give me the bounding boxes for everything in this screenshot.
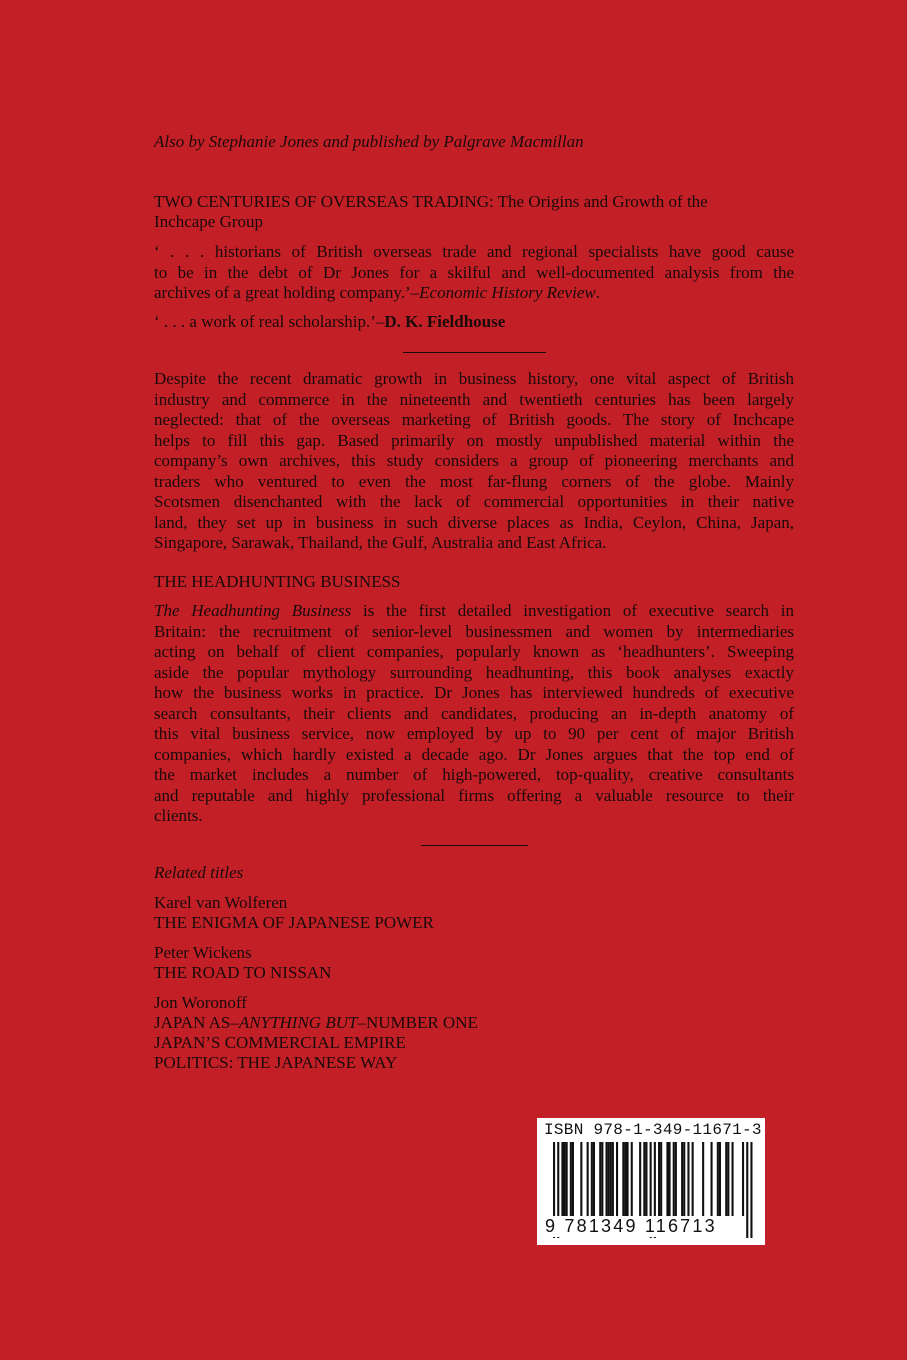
barcode-bar <box>687 1142 689 1216</box>
barcode-bar <box>593 1142 595 1216</box>
barcode-bar <box>645 1142 647 1216</box>
barcode-bar <box>622 1142 624 1216</box>
also-by-line: Also by Stephanie Jones and published by Palgrave Macmillan <box>154 132 584 151</box>
barcode-bar <box>746 1142 748 1238</box>
barcode-bar <box>570 1142 572 1216</box>
title-part: JAPAN AS– <box>154 1013 239 1032</box>
quote-line: ‘ . . . historians of British overseas trade and regional specialists have good cause <box>154 242 794 261</box>
barcode-bar <box>631 1142 633 1216</box>
related-author: Karel van Wolferen <box>154 893 288 912</box>
barcode-bar <box>675 1142 677 1216</box>
barcode-bar <box>639 1142 641 1216</box>
barcode-bar <box>606 1142 608 1216</box>
description-line: Singapore, Sarawak, Thailand, the Gulf, Australia and East Africa. <box>154 533 607 552</box>
description-line: and reputable and highly professional firms offering a valuable resource to their <box>154 785 794 805</box>
quote-text: archives of a great holding company.’– <box>154 283 420 302</box>
barcode-bar <box>673 1142 675 1216</box>
barcode-bar <box>725 1142 727 1216</box>
quote-end: . <box>595 283 600 302</box>
barcode-bar <box>610 1142 612 1216</box>
barcode-bar <box>616 1142 618 1216</box>
title-part: –NUMBER ONE <box>357 1013 478 1032</box>
barcode-bar <box>666 1142 668 1216</box>
barcode-bar <box>669 1142 671 1216</box>
barcode-bar <box>681 1142 683 1216</box>
barcode-bar <box>561 1142 563 1216</box>
quote-line: to be in the debt of Dr Jones for a skilful and well-documented analysis from the <box>154 262 794 282</box>
description-line: this vital business service, now employed by up to 90 per cent of major British <box>154 724 794 743</box>
quote2-text: ‘ . . . a work of real scholarship.’– <box>154 312 385 331</box>
book2-title-italic: The Headhunting Business <box>154 601 352 620</box>
description-line: aside the popular mythology surrounding headhunting, this book analyses exactly <box>154 662 794 682</box>
related-title: POLITICS: THE JAPANESE WAY <box>154 1053 398 1072</box>
description-line: industry and commerce in the nineteenth and twentieth centuries has been largely <box>154 389 794 409</box>
book1-title-line2: Inchcape Group <box>154 212 264 231</box>
section-divider <box>403 352 546 353</box>
section-divider <box>421 845 528 846</box>
barcode-bar <box>750 1142 752 1238</box>
barcode-bar <box>612 1142 614 1216</box>
barcode-bar <box>627 1142 629 1216</box>
quote-source: Economic History Review <box>419 283 596 302</box>
book2-description <box>154 601 794 827</box>
description-line <box>154 601 794 622</box>
related-author: Jon Woronoff <box>154 993 247 1012</box>
related-titles-heading: Related titles <box>154 863 244 882</box>
barcode-bar <box>591 1142 593 1216</box>
description-line: traders who ventured to even the most far-flung corners of the globe. Mainly <box>154 471 794 491</box>
barcode-bar <box>732 1142 734 1216</box>
barcode-bar <box>572 1142 574 1216</box>
description-line: acting on behalf of client companies, popularly known as ‘headhunters’. Sweeping <box>154 642 794 661</box>
barcode-bar <box>742 1142 744 1216</box>
description-line: search consultants, their clients and candidates, producing an in-depth anatomy of <box>154 703 794 723</box>
book1-review-quote2 <box>154 312 505 333</box>
barcode-bar <box>643 1142 645 1216</box>
description-line: neglected: that of the overseas marketing of British goods. The story of Inchcape <box>154 410 794 429</box>
description-line: land, they set up in business in such diverse places as India, Ceylon, China, Japan, <box>154 512 794 532</box>
quote-line <box>154 283 794 304</box>
isbn-barcode <box>537 1118 765 1245</box>
description-line: companies, which hardly existed a decade ago. Dr Jones argues that the top end of <box>154 744 794 764</box>
barcode-bar <box>660 1142 662 1216</box>
description-line: Despite the recent dramatic growth in business history, one vital aspect of British <box>154 369 794 388</box>
related-title <box>154 1013 478 1034</box>
description-line: helps to fill this gap. Based primarily on mostly unpublished material within the <box>154 430 794 450</box>
barcode-bar <box>624 1142 626 1216</box>
description-line: Britain: the recruitment of senior-level businessmen and women by intermediaries <box>154 621 794 641</box>
book1-description <box>154 369 794 554</box>
barcode-bar <box>692 1142 694 1216</box>
barcode-bar <box>727 1142 729 1216</box>
barcode-bar <box>564 1142 566 1216</box>
barcode-bar <box>658 1142 660 1216</box>
description-line: the market includes a number of high-powered, top-quality, creative consultants <box>154 765 794 784</box>
barcode-bar <box>566 1142 568 1216</box>
ean-digits: 9 781349 116713 <box>545 1216 717 1236</box>
description-line: how the business works in practice. Dr Jones has interviewed hundreds of executive <box>154 683 794 702</box>
description-line: company’s own archives, this study considers a group of pioneering merchants and <box>154 451 794 470</box>
related-author: Peter Wickens <box>154 943 252 962</box>
description-line: clients. <box>154 806 203 825</box>
description-text: is the first detailed investigation of executive search in <box>351 601 794 620</box>
description-line: Scotsmen disenchanted with the lack of commercial opportunities in their native <box>154 492 794 511</box>
barcode-bar <box>717 1142 719 1216</box>
book2-title: THE HEADHUNTING BUSINESS <box>154 572 401 591</box>
barcode-bar <box>601 1142 603 1216</box>
book1-review-quote <box>154 242 794 304</box>
barcode-bar <box>719 1142 721 1216</box>
isbn-label: ISBN 978-1-349-11671-3 <box>544 1121 762 1139</box>
barcode-bar <box>702 1142 704 1216</box>
barcode-bar <box>587 1142 589 1216</box>
title-part-italic: ANYTHING BUT <box>238 1013 358 1032</box>
barcode-bar <box>683 1142 685 1216</box>
related-title: THE ROAD TO NISSAN <box>154 963 332 982</box>
book1-title-line1: TWO CENTURIES OF OVERSEAS TRADING: The Origins and Growth of the <box>154 192 708 211</box>
quote2-source: D. K. Fieldhouse <box>384 312 506 331</box>
related-title: THE ENIGMA OF JAPANESE POWER <box>154 913 434 932</box>
barcode-bar <box>608 1142 610 1216</box>
barcode-bar <box>580 1142 582 1216</box>
barcode-bar <box>599 1142 601 1216</box>
related-title: JAPAN’S COMMERCIAL EMPIRE <box>154 1033 406 1052</box>
barcode-bar <box>711 1142 713 1216</box>
